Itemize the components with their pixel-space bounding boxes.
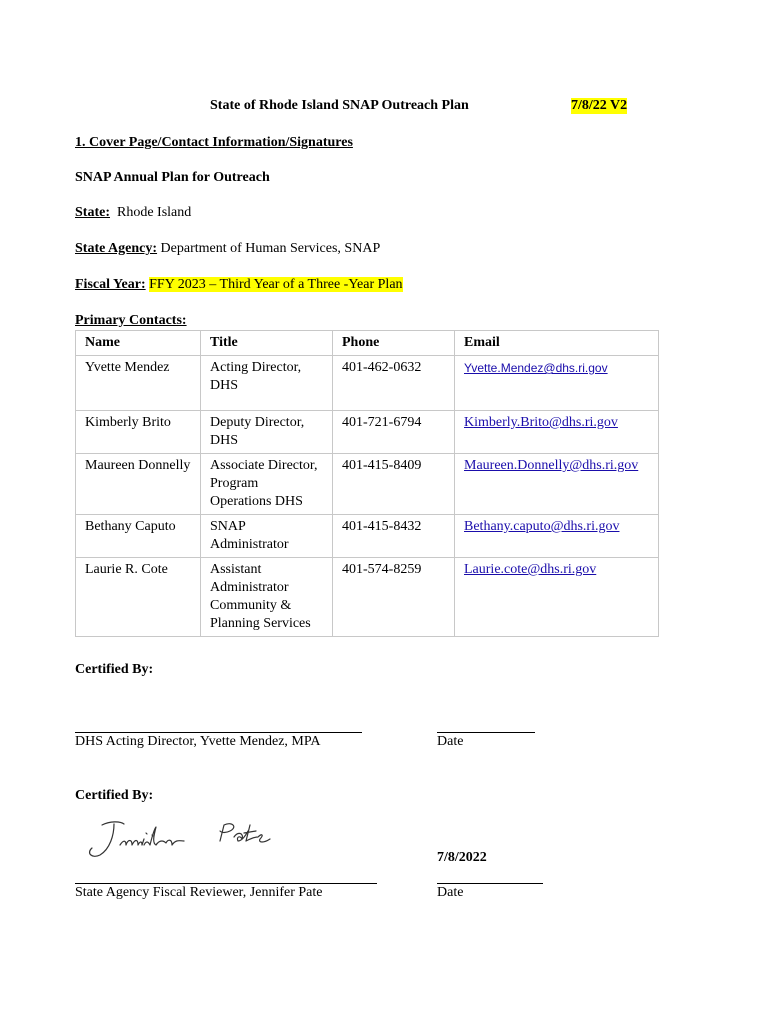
state-label: State: [75, 205, 110, 220]
header-name: Name [76, 331, 201, 356]
contacts-header-row [76, 331, 659, 356]
contact-name: Laurie R. Cote [76, 558, 201, 637]
fiscal-year-field [75, 277, 403, 293]
agency-label: State Agency: [75, 241, 158, 256]
date-value: 7/8/2022 [437, 850, 487, 865]
contact-phone: 401-721-6794 [333, 411, 455, 454]
document-version: 7/8/22 V2 [571, 98, 628, 113]
contact-email-cell [455, 558, 659, 637]
contact-phone: 401-574-8259 [333, 558, 455, 637]
contact-email-link[interactable]: Bethany.caputo@dhs.ri.gov [464, 519, 620, 534]
date-caption: Date [437, 885, 464, 900]
date-line [437, 732, 535, 733]
contact-title: Associate Director, Program Operations DHS [201, 454, 333, 515]
contact-name: Maureen Donnelly [76, 454, 201, 515]
contact-email-cell [455, 515, 659, 558]
contact-email-link[interactable]: Laurie.cote@dhs.ri.gov [464, 562, 597, 577]
fiscal-year-value: FFY 2023 – Third Year of a Three -Year Plan [149, 277, 403, 292]
contact-phone: 401-415-8409 [333, 454, 455, 515]
state-field [75, 205, 191, 221]
contact-name: Yvette Mendez [76, 356, 201, 411]
header-title: Title [201, 331, 333, 356]
certified-by-label: Certified By: [75, 788, 154, 803]
contact-title: Acting Director, DHS [201, 356, 333, 411]
contact-phone: 401-415-8432 [333, 515, 455, 558]
fiscal-year-label: Fiscal Year: [75, 277, 146, 292]
table-row [76, 515, 659, 558]
contacts-table [75, 330, 659, 637]
contact-email-link[interactable]: Maureen.Donnelly@dhs.ri.gov [464, 458, 639, 473]
contact-name: Bethany Caputo [76, 515, 201, 558]
table-row [76, 454, 659, 515]
certified-by-label: Certified By: [75, 662, 154, 677]
signer-caption: State Agency Fiscal Reviewer, Jennifer Pate [75, 885, 323, 900]
agency-value: Department of Human Services, SNAP [160, 241, 381, 256]
contact-email-link[interactable]: Yvette.Mendez@dhs.ri.gov [464, 361, 608, 375]
contact-name: Kimberly Brito [76, 411, 201, 454]
table-row [76, 558, 659, 637]
primary-contacts-label: Primary Contacts: [75, 313, 187, 328]
contact-email-cell [455, 454, 659, 515]
section-heading: 1. Cover Page/Contact Information/Signatures [75, 135, 353, 150]
date-line [437, 883, 543, 884]
contact-email-cell [455, 411, 659, 454]
plan-heading: SNAP Annual Plan for Outreach [75, 170, 270, 185]
contact-title: Deputy Director, DHS [201, 411, 333, 454]
header-phone: Phone [333, 331, 455, 356]
header-email: Email [455, 331, 659, 356]
handwritten-signature [80, 815, 280, 865]
contact-email-link[interactable]: Kimberly.Brito@dhs.ri.gov [464, 415, 618, 430]
document-title: State of Rhode Island SNAP Outreach Plan [210, 98, 469, 113]
contact-title: SNAP Administrator [201, 515, 333, 558]
signer-caption: DHS Acting Director, Yvette Mendez, MPA [75, 734, 321, 749]
signature-line [75, 732, 362, 733]
date-caption: Date [437, 734, 464, 749]
agency-field [75, 241, 380, 257]
contact-email-cell [455, 356, 659, 411]
signature-line [75, 883, 377, 884]
table-row [76, 356, 659, 411]
contact-title: Assistant Administrator Community & Planning Services [201, 558, 333, 637]
table-row [76, 411, 659, 454]
contact-phone: 401-462-0632 [333, 356, 455, 411]
state-value: Rhode Island [117, 205, 192, 220]
